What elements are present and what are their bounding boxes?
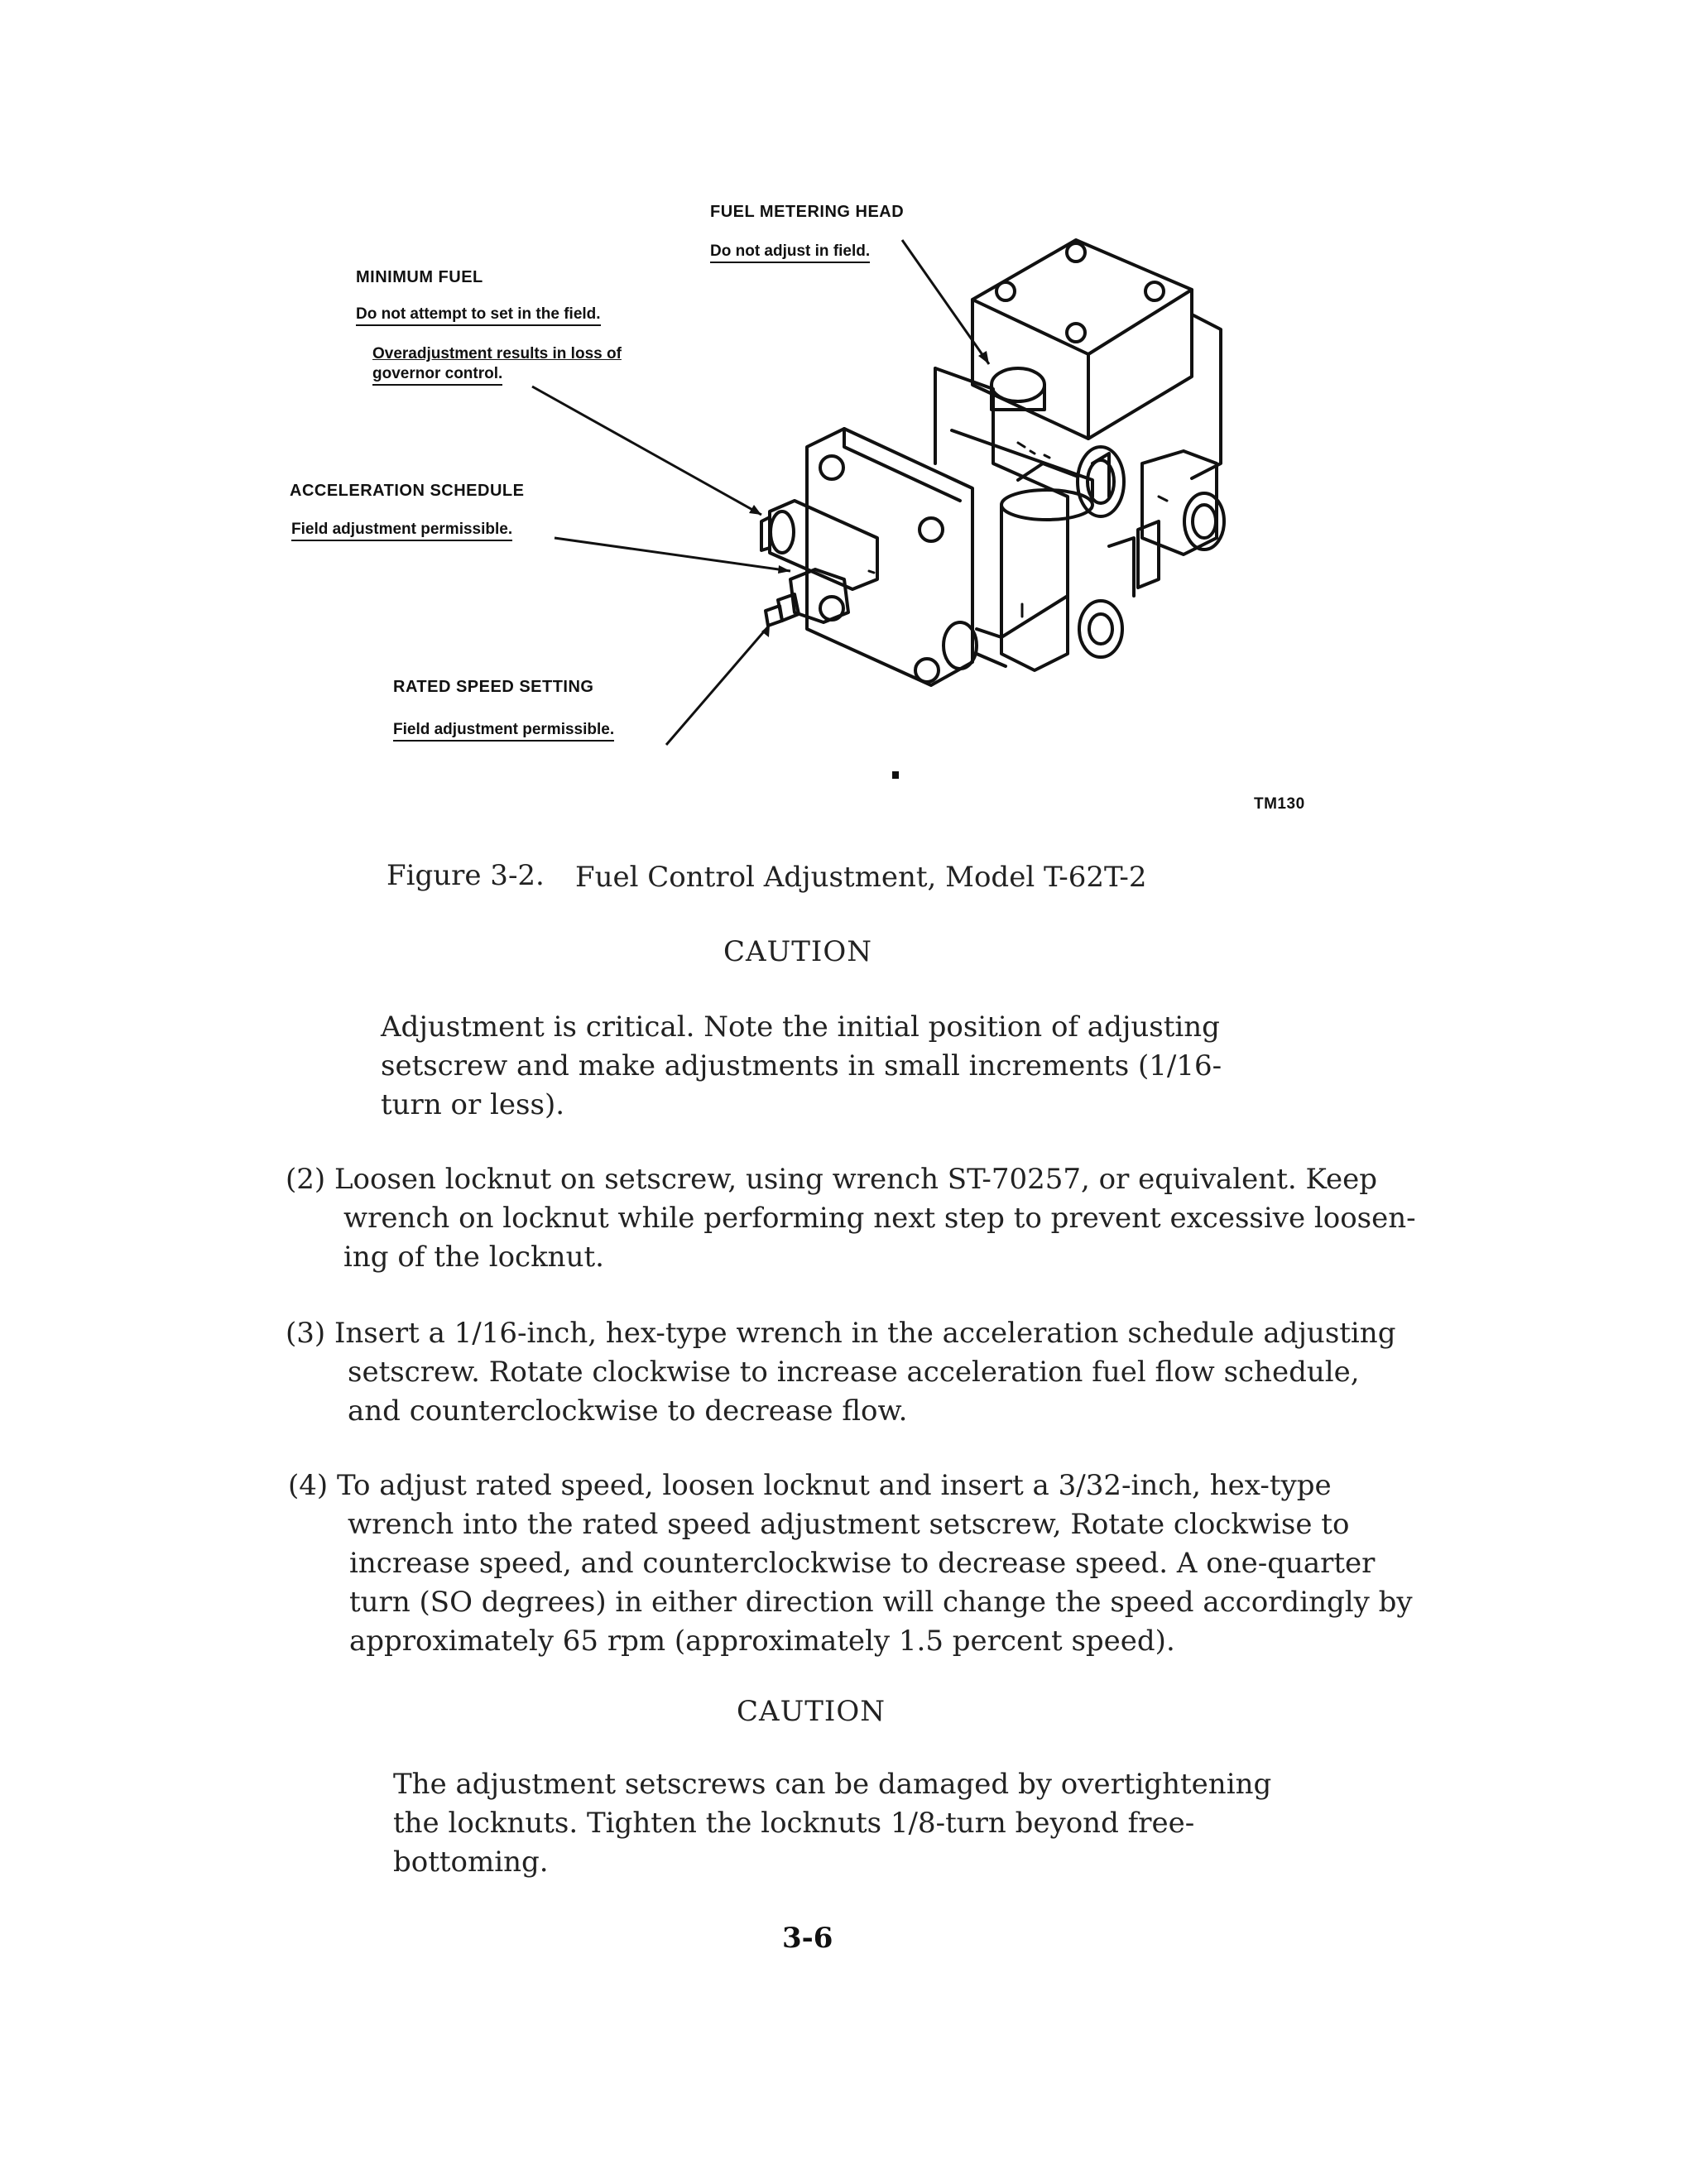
step-3-line: setscrew. Rotate clockwise to increase acceleration fuel flow schedule, [348, 1356, 1360, 1389]
label-fuel-metering-head: FUEL METERING HEAD [710, 203, 905, 221]
caution-body-1 [381, 1008, 1222, 1125]
caution-1-line: Adjustment is critical. Note the initial position of adjusting [381, 1010, 1220, 1044]
caution-1-line: setscrew and make adjustments in small increments (1/16- [381, 1049, 1222, 1082]
figure-caption-text: Fuel Control Adjustment, Model T-62T-2 [575, 861, 1147, 894]
caution-2-line: The adjustment setscrews can be damaged by overtightening [393, 1768, 1272, 1801]
left-flange-drawing [807, 429, 977, 685]
page-number: 3-6 [782, 1922, 833, 1955]
step-3-line: (3) Insert a 1/16-inch, hex-type wrench in the acceleration schedule adjusting [286, 1317, 1396, 1350]
caution-2-line: the locknuts. Tighten the locknuts 1/8-turn beyond free- [393, 1807, 1195, 1840]
step-3-line: and counterclockwise to decrease flow. [348, 1394, 908, 1428]
leader-minimum-fuel [532, 386, 761, 515]
label-minimum-fuel: MINIMUM FUEL [356, 268, 483, 286]
stray-dot [892, 771, 899, 779]
leader-acceleration-schedule [555, 538, 790, 571]
note-acceleration-schedule: Field adjustment permissible. [291, 520, 512, 541]
caution-heading-1: CAUTION [723, 935, 872, 968]
step-3 [286, 1314, 1395, 1431]
note-minimum-fuel-1: Do not attempt to set in the field. [356, 305, 601, 326]
step-4-line: (4) To adjust rated speed, loosen locknut and insert a 3/32-inch, hex-type [288, 1469, 1332, 1502]
caution-2-line: bottoming. [393, 1846, 549, 1879]
fuel-metering-head-drawing [972, 240, 1221, 478]
acceleration-screw-drawing [761, 501, 877, 589]
fuel-control-illustration [0, 0, 1695, 828]
figure-tm-number: TM130 [1254, 795, 1305, 813]
step-4-line: turn (SO degrees) in either direction will change the speed accordingly by [349, 1586, 1413, 1619]
label-rated-speed-setting: RATED SPEED SETTING [393, 678, 594, 696]
step-4-line: increase speed, and counterclockwise to decrease speed. A one-quarter [349, 1547, 1376, 1580]
step-2-line: wrench on locknut while performing next step to prevent excessive loosen- [343, 1202, 1416, 1235]
step-2 [286, 1160, 1416, 1277]
note-minimum-fuel-2b: governor control. [372, 364, 502, 386]
figure-caption-number: Figure 3-2. [387, 859, 545, 892]
note-minimum-fuel-2a: Overadjustment results in loss of [372, 345, 622, 362]
step-2-line: (2) Loosen locknut on setscrew, using wrench ST-70257, or equivalent. Keep [286, 1163, 1377, 1196]
note-rated-speed-setting: Field adjustment permissible. [393, 720, 614, 742]
step-4-line: approximately 65 rpm (approximately 1.5 percent speed). [349, 1625, 1175, 1658]
main-body-drawing [935, 368, 1224, 670]
note-fuel-metering-head: Do not adjust in field. [710, 242, 870, 263]
caution-heading-2: CAUTION [737, 1695, 886, 1728]
step-4-line: wrench into the rated speed adjustment setscrew, Rotate clockwise to [348, 1508, 1350, 1541]
step-2-line: ing of the locknut. [343, 1241, 604, 1274]
caution-body-2 [393, 1765, 1271, 1882]
leader-rated-speed-setting [666, 625, 770, 745]
step-4 [288, 1466, 1413, 1661]
label-acceleration-schedule: ACCELERATION SCHEDULE [290, 482, 525, 500]
caution-1-line: turn or less). [381, 1088, 565, 1121]
